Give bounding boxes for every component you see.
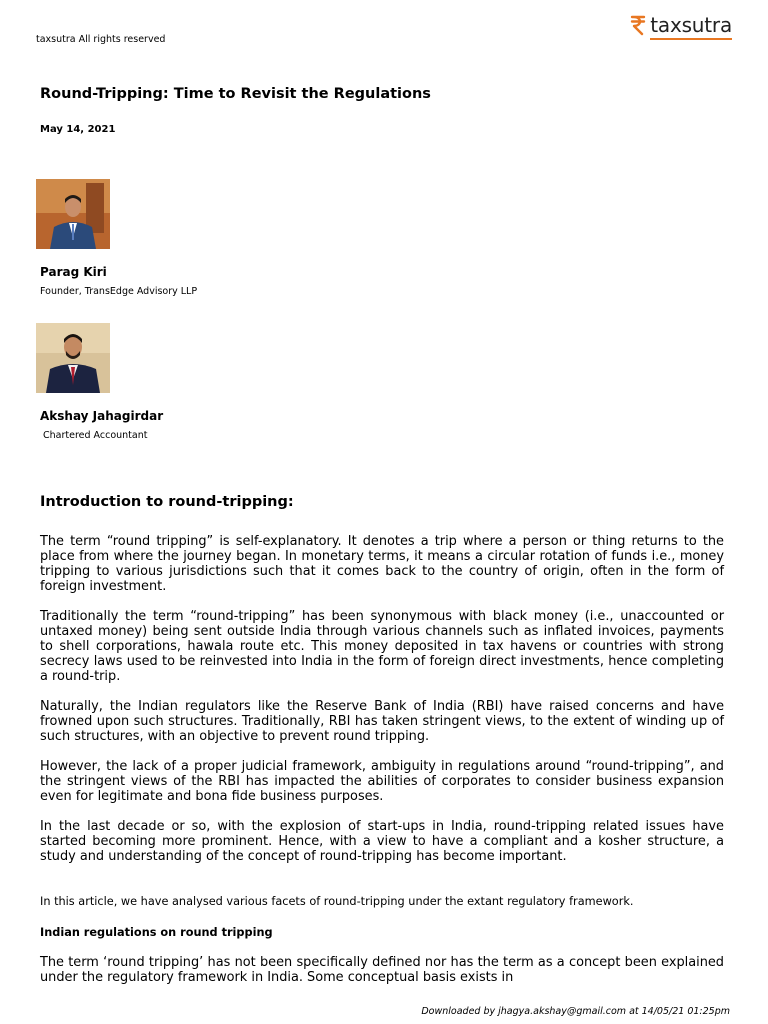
- section-heading-intro: Introduction to round-tripping:: [40, 494, 294, 510]
- author-role: Founder, TransEdge Advisory LLP: [40, 286, 198, 297]
- body-paragraph: Traditionally the term “round-tripping” has been synonymous with black money (i.e., unaccounted or untaxed money) being sent outside India through various channels such as inflated invoices, payments to shell corporations, hawala route etc. This money deposited in tax havens or countries with strong secrecy laws used to be reinvested into India in the form of foreign direct investments, hence completing a round-trip.: [40, 609, 724, 684]
- body-paragraph: The term “round tripping” is self-explanatory. It denotes a trip where a person or thing returns to the place from where the journey began. In monetary terms, it means a circular rotation of funds i.e., money tripping to various jurisdictions such that it comes back to the country of origin, often in the form of foreign investment.: [40, 534, 724, 594]
- body-paragraph: In the last decade or so, with the explosion of start-ups in India, round-tripping related issues have started becoming more prominent. Hence, with a view to have a compliant and a kosher structure, a study and understanding of the concept of round-tripping has become important.: [40, 819, 724, 864]
- author-role: Chartered Accountant: [43, 430, 148, 441]
- logo-wordmark: taxsutra: [650, 13, 732, 37]
- article-title: Round-Tripping: Time to Revisit the Regulations: [40, 86, 431, 102]
- author-name: Akshay Jahagirdar: [40, 409, 164, 423]
- body-paragraph: Naturally, the Indian regulators like the Reserve Bank of India (RBI) have raised concerns and have frowned upon such structures. Traditionally, RBI has taken stringent views, to the extent of winding up of such structures, with an objective to prevent round tripping.: [40, 699, 724, 744]
- copyright-notice: taxsutra All rights reserved: [36, 34, 166, 45]
- download-footer: Downloaded by jhagya.akshay@gmail.com at 14/05/21 01:25pm: [421, 1006, 730, 1017]
- taxsutra-logo: [630, 14, 732, 36]
- body-paragraph: The term ‘round tripping’ has not been specifically defined nor has the term as a concept been explained under the regulatory framework in India. Some conceptual basis exists in: [40, 955, 724, 985]
- author-name: Parag Kiri: [40, 265, 107, 279]
- article-date: May 14, 2021: [40, 124, 116, 135]
- author-photo-akshay-jahagirdar: [36, 323, 110, 393]
- rupee-logo-icon: [630, 14, 646, 36]
- section-heading-regulations: Indian regulations on round tripping: [40, 926, 273, 939]
- author-photo-parag-kiri: [36, 179, 110, 249]
- body-paragraph: However, the lack of a proper judicial framework, ambiguity in regulations around “round-tripping”, and the stringent views of the RBI has impacted the abilities of corporates to consider business expansion even for legitimate and bona fide business purposes.: [40, 759, 724, 804]
- analysis-note: In this article, we have analysed various facets of round-tripping under the extant regulatory framework.: [40, 895, 634, 908]
- logo-underline: [650, 38, 732, 40]
